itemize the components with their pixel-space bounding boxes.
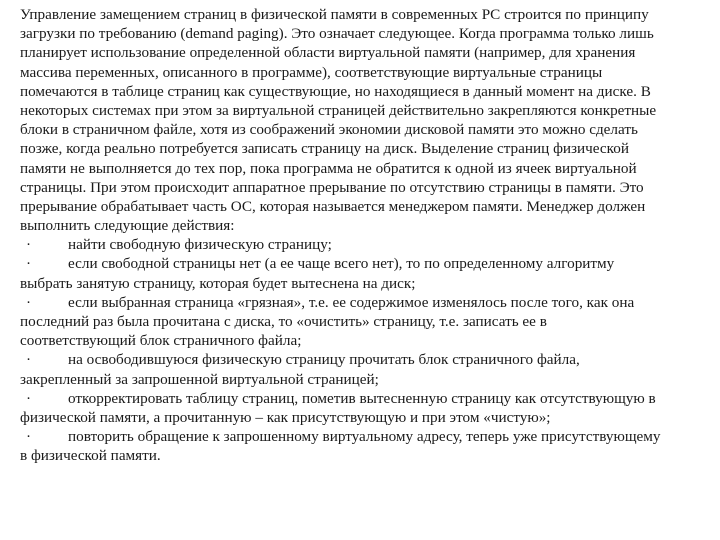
bullet-icon: · — [26, 428, 32, 446]
bullet-item — [20, 293, 710, 312]
bullet-item — [20, 254, 710, 273]
bullet-text: если выбранная страница «грязная», т.е. ее содержимое изменялось после того, как она — [68, 293, 635, 311]
paragraph-line: прерывание обрабатывает часть ОС, которая называется менеджером памяти. Менеджер должен — [20, 197, 646, 215]
bullet-icon: · — [26, 351, 32, 369]
paragraph-line: загрузки по требованию (demand paging). Это означает следующее. Когда программа только лишь — [20, 25, 654, 43]
bullet-continuation-line: соответствующий блок страничного файла; — [20, 332, 302, 350]
bullet-continuation-line: последний раз была прочитана с диска, то «очистить» страницу, т.е. записать ее в — [20, 313, 547, 330]
paragraph-line: некоторых системах при этом за виртуальной страницей действительно закрепляются конкретные — [20, 101, 657, 119]
paragraph-line: страницы. При этом происходит аппаратное прерывание по отсутствию страницы в памяти. Это — [20, 178, 644, 196]
bullet-text: если свободной страницы нет (а ее чаще всего нет), то по определенному алгоритму — [68, 255, 615, 273]
bullet-continuation-line: в физической памяти. — [20, 447, 161, 465]
bullet-item — [20, 350, 710, 369]
bullet-text: на освободившуюся физическую страницу прочитать блок страничного файла, — [68, 351, 580, 369]
paragraph-line: помечаются в таблице страниц как существующие, но находящиеся в данный момент на диске. В — [20, 82, 651, 100]
paragraph-line: Управление замещением страниц в физической памяти в современных PC строится по принципу — [20, 6, 649, 23]
bullet-item — [20, 389, 710, 408]
bullet-icon: · — [26, 236, 32, 254]
paragraph-line: выполнить следующие действия: — [20, 217, 235, 235]
bullet-continuation-line: закрепленный за запрошенной виртуальной страницей; — [20, 370, 379, 388]
paragraph-line: планирует использование определенной области виртуальной памяти (например, для хранения — [20, 44, 636, 62]
bullet-item — [20, 427, 710, 446]
bullet-continuation-line: выбрать занятую страницу, которая будет вытеснена на диск; — [20, 274, 416, 292]
bullet-text: откорректировать таблицу страниц, пометив вытесненную страницу как отсутствующую в — [68, 389, 656, 407]
bullet-icon: · — [26, 389, 32, 407]
paragraph-line: блоки в страничном файле, хотя из соображений экономии дисковой памяти это можно сделать — [20, 121, 638, 139]
paragraph-line: массива переменных, описанного в программе), соответствующие виртуальные страницы — [20, 63, 603, 81]
bullet-icon: · — [26, 293, 32, 311]
bullet-icon: · — [26, 255, 32, 273]
bullet-text: повторить обращение к запрошенному виртуальному адресу, теперь уже присутствующему — [68, 428, 661, 446]
bullet-continuation-line: физической памяти, а прочитанную – как присутствующую и при этом «чистую»; — [20, 408, 551, 426]
bullet-item — [20, 235, 710, 254]
bullet-text: найти свободную физическую страницу; — [68, 236, 332, 254]
document-body — [20, 5, 710, 466]
paragraph-line: позже, когда реально потребуется записать страницу на диск. Выделение страниц физической — [20, 140, 629, 158]
paragraph-line: памяти не выполняется до тех пор, пока программа не обратится к одной из ячеек виртуальной — [20, 159, 637, 177]
